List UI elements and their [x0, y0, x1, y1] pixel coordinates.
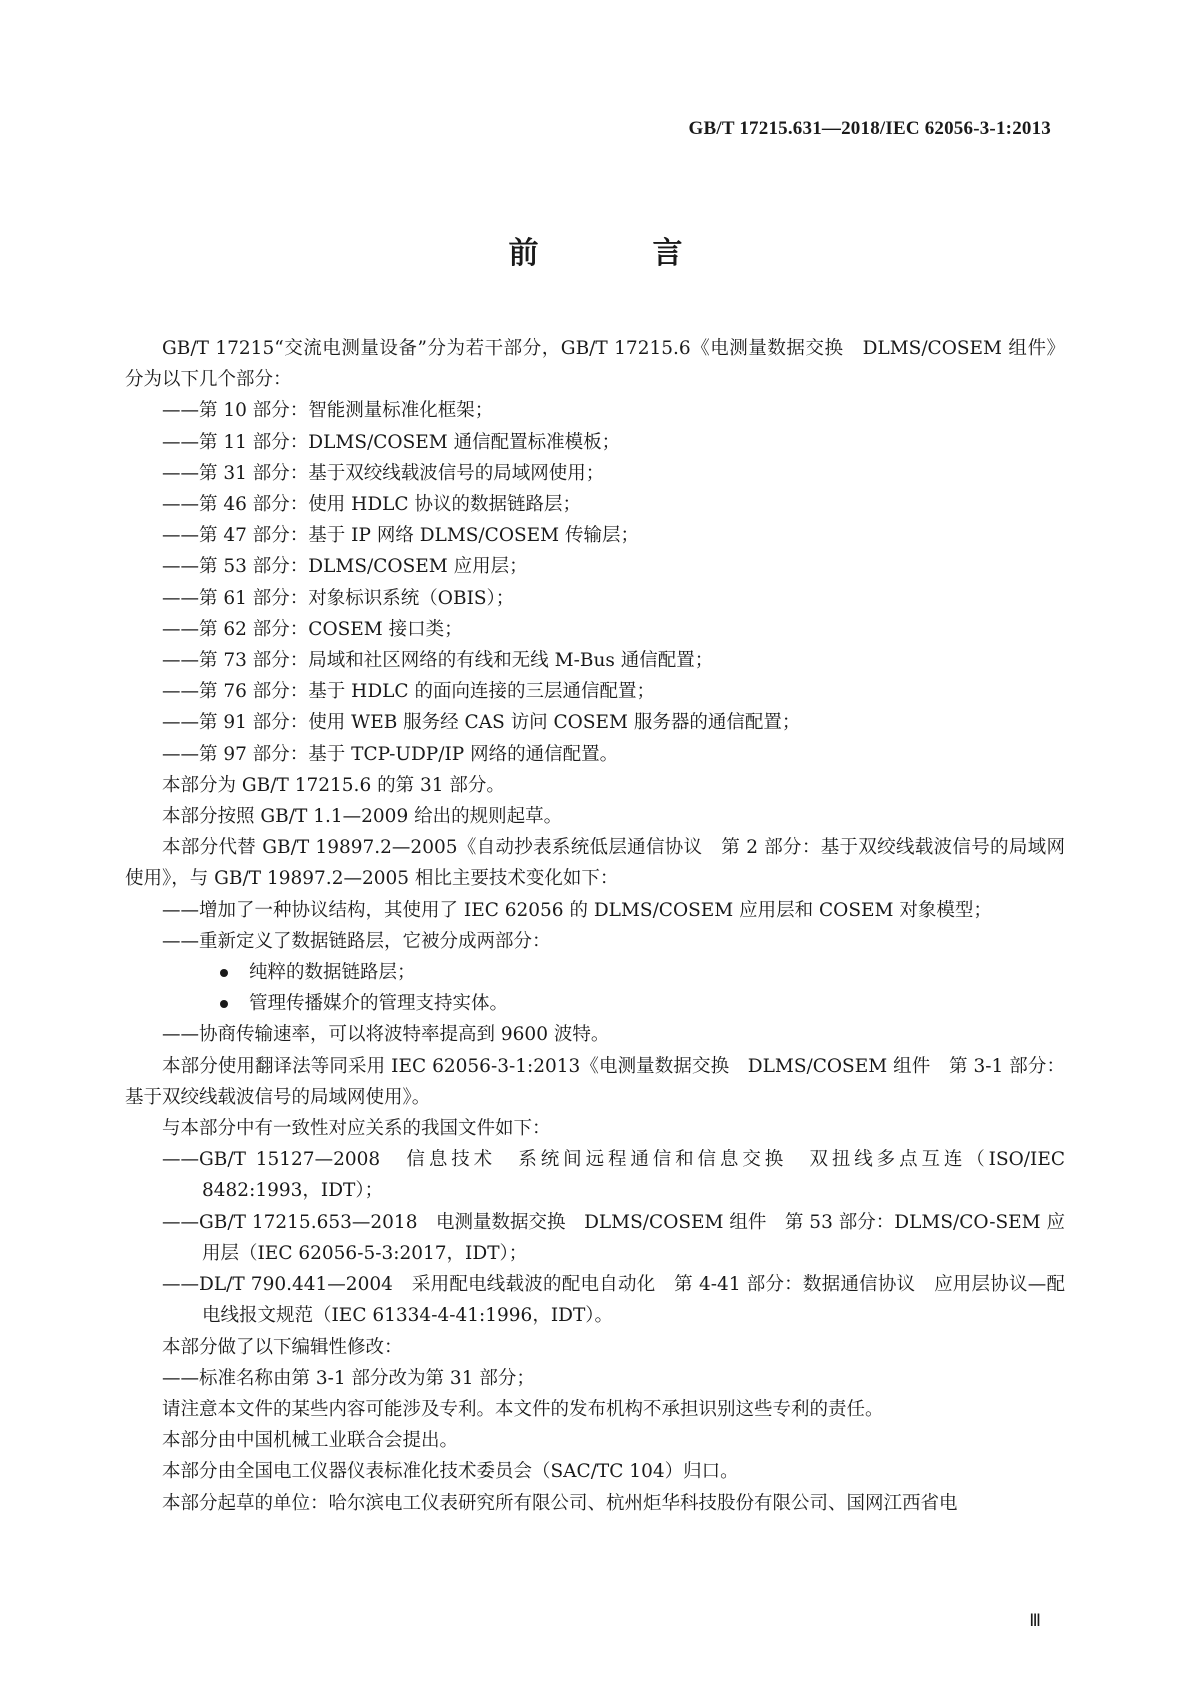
part-item: ——第 91 部分：使用 WEB 服务经 CAS 访问 COSEM 服务器的通信配置； [162, 712, 801, 734]
bullet-text: 管理传播媒介的管理支持实体。 [249, 993, 509, 1015]
part-item: ——第 11 部分：DLMS/COSEM 通信配置标准模板； [162, 431, 621, 453]
part-item: ——第 61 部分：对象标识系统（OBIS）； [162, 587, 515, 609]
part-item: ——第 62 部分：COSEM 接口类； [162, 618, 463, 640]
bullet-item [125, 957, 1065, 988]
change-item: ——协商传输速率，可以将波特率提高到 9600 波特。 [162, 1024, 610, 1046]
part-item: ——第 53 部分：DLMS/COSEM 应用层； [162, 556, 528, 578]
part-item: ——第 73 部分：局域和社区网络的有线和无线 M-Bus 通信配置； [162, 650, 714, 672]
page-number: Ⅲ [1029, 1611, 1041, 1630]
change-item: ——增加了一种协议结构，其使用了 IEC 62056 的 DLMS/COSEM 应用层和 COSEM 对象模型； [162, 899, 992, 921]
part-item: ——第 97 部分：基于 TCP-UDP/IP 网络的通信配置。 [162, 743, 619, 765]
drafters-paragraph: 本部分起草的单位：哈尔滨电工仪表研究所有限公司、杭州炬华科技股份有限公司、国网江西省电 [162, 1492, 958, 1514]
part-of-paragraph: 本部分为 GB/T 17215.6 的第 31 部分。 [162, 774, 505, 796]
foreword-body [125, 333, 1065, 1519]
patent-paragraph: 请注意本文件的某些内容可能涉及专利。本文件的发布机构不承担识别这些专利的责任。 [162, 1398, 884, 1420]
standard-code: GB/T 17215.631—2018/IEC 62056-3-1:2013 [688, 118, 1051, 139]
bullet-dot-icon [220, 1000, 228, 1008]
consistent-docs-paragraph: 与本部分中有一致性对应关系的我国文件如下： [162, 1118, 551, 1140]
part-item: ——第 76 部分：基于 HDLC 的面向连接的三层通信配置； [162, 681, 655, 703]
part-item: ——第 10 部分：智能测量标准化框架； [162, 400, 494, 422]
proposed-paragraph: 本部分由中国机械工业联合会提出。 [162, 1430, 459, 1452]
doc-item: ——DL/T 790.441—2004 采用配电线载波的配电自动化 第 4-41 部分：数据通信协议 应用层协议—配电线报文规范（IEC 61334-4-41:1996，IDT）。 [162, 1274, 1065, 1327]
bullet-item [125, 988, 1065, 1019]
change-item: ——重新定义了数据链路层，它被分成两部分： [162, 930, 551, 952]
drafted-rules-paragraph: 本部分按照 GB/T 1.1—2009 给出的规则起草。 [162, 806, 563, 828]
page-title: 前 言 [508, 236, 725, 271]
intro-paragraph: GB/T 17215“交流电测量设备”分为若干部分，GB/T 17215.6《电测量数据交换 DLMS/COSEM 组件》分为以下几个部分： [125, 338, 1065, 391]
replaces-paragraph: 本部分代替 GB/T 19897.2—2005《自动抄表系统低层通信协议 第 2 部分：基于双绞线载波信号的局域网使用》，与 GB/T 19897.2—2005 相比主要技术变化如下： [125, 837, 1065, 890]
translation-paragraph: 本部分使用翻译法等同采用 IEC 62056-3-1:2013《电测量数据交换 DLMS/COSEM 组件 第 3-1 部分：基于双绞线载波信号的局域网使用》。 [125, 1055, 1065, 1108]
bullet-text: 纯粹的数据链路层； [249, 962, 416, 984]
part-item: ——第 46 部分：使用 HDLC 协议的数据链路层； [162, 494, 581, 516]
doc-item: ——GB/T 17215.653—2018 电测量数据交换 DLMS/COSEM 组件 第 53 部分：DLMS/CO-SEM 应用层（IEC 62056-5-3:2017，IDT）； [162, 1211, 1065, 1264]
part-item: ——第 47 部分：基于 IP 网络 DLMS/COSEM 传输层； [162, 525, 639, 547]
part-item: ——第 31 部分：基于双绞线载波信号的局域网使用； [162, 462, 605, 484]
bullet-dot-icon [220, 969, 228, 977]
edits-paragraph: 本部分做了以下编辑性修改： [162, 1336, 403, 1358]
doc-item: ——GB/T 15127—2008 信息技术 系统间远程通信和信息交换 双扭线多点互连（ISO/IEC 8482:1993，IDT）； [162, 1149, 1065, 1202]
centralized-paragraph: 本部分由全国电工仪器仪表标准化技术委员会（SAC/TC 104）归口。 [162, 1461, 739, 1483]
edit-item: ——标准名称由第 3-1 部分改为第 31 部分； [162, 1367, 535, 1389]
